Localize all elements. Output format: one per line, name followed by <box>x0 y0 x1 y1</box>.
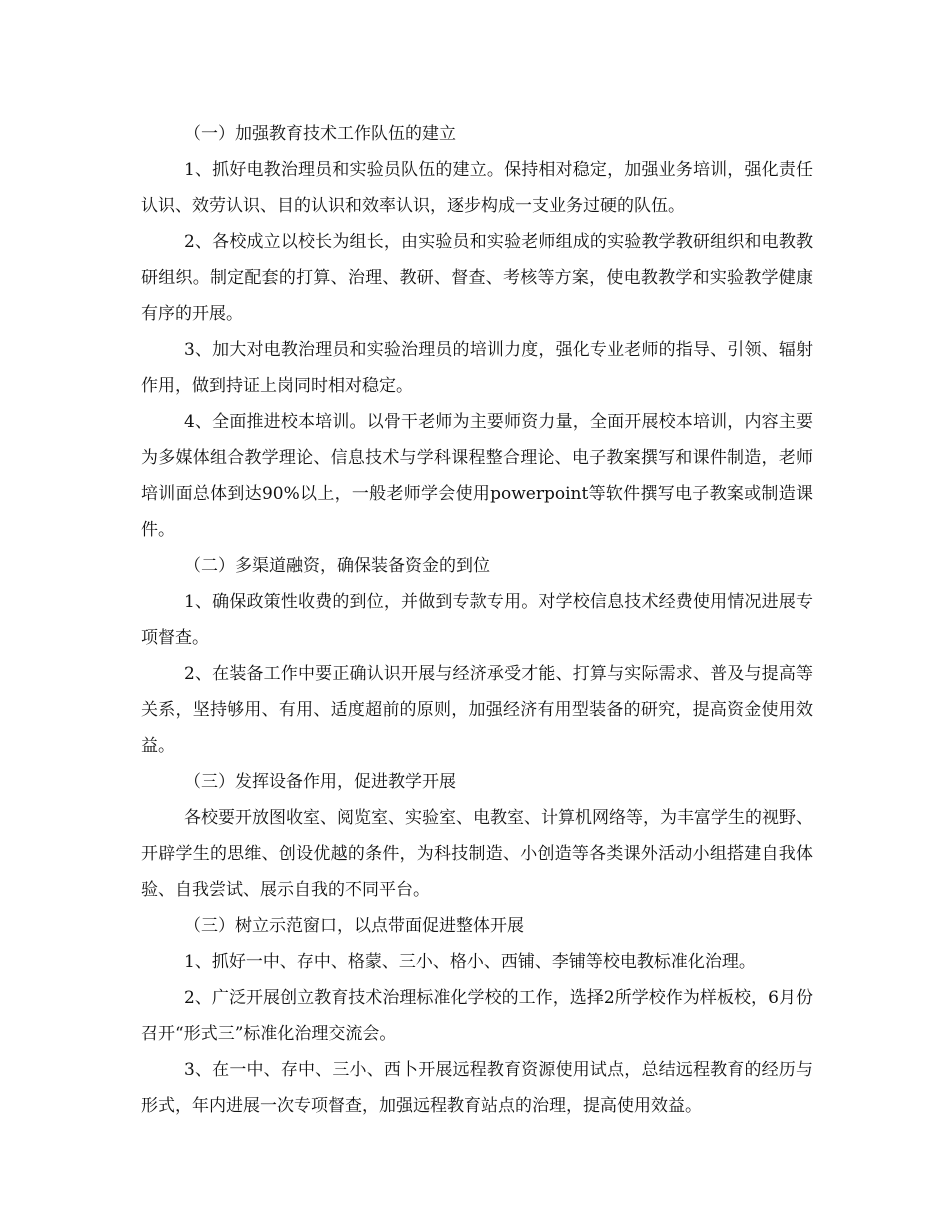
paragraph: 4、全面推进校本培训。以骨干老师为主要师资力量，全面开展校本培训，内容主要为多媒体组合教学理论、信息技术与学科课程整合理论、电子教案撰写和课件制造，老师培训面总体到达90%以上，一般老师学会使用powerpoint等软件撰写电子教案或制造课件。 <box>141 412 813 540</box>
paragraph: 2、在装备工作中要正确认识开展与经济承受才能、打算与实际需求、普及与提高等关系，坚持够用、有用、适度超前的原则，加强经济有用型装备的研究，提高资金使用效益。 <box>141 664 813 756</box>
paragraph: 1、确保政策性收费的到位，并做到专款专用。对学校信息技术经费使用情况进展专项督查。 <box>141 592 813 648</box>
paragraph: 1、抓好电教治理员和实验员队伍的建立。保持相对稳定，加强业务培训，强化责任认识、效劳认识、目的认识和效率认识，逐步构成一支业务过硬的队伍。 <box>141 160 813 216</box>
paragraph: 1、抓好一中、存中、格蒙、三小、格小、西铺、李铺等校电教标准化治理。 <box>184 952 756 972</box>
paragraph: 2、广泛开展创立教育技术治理标准化学校的工作，选择2所学校作为样板校，6月份召开“形式三”标准化治理交流会。 <box>141 988 813 1044</box>
section-heading-2: （二）多渠道融资，确保装备资金的到位 <box>184 556 490 576</box>
document-page <box>141 116 813 1124</box>
section-heading-3: （三）发挥设备作用，促进教学开展 <box>184 772 456 792</box>
paragraph: 3、加大对电教治理员和实验治理员的培训力度，强化专业老师的指导、引领、辐射作用，做到持证上岗同时相对稳定。 <box>141 340 813 396</box>
paragraph: 2、各校成立以校长为组长，由实验员和实验老师组成的实验教学教研组织和电教教研组织。制定配套的打算、治理、教研、督查、考核等方案，使电教教学和实验教学健康有序的开展。 <box>141 232 813 324</box>
section-heading-4: （三）树立示范窗口，以点带面促进整体开展 <box>184 916 524 936</box>
section-heading-1: （一）加强教育技术工作队伍的建立 <box>184 124 456 144</box>
paragraph: 3、在一中、存中、三小、西卜开展远程教育资源使用试点，总结远程教育的经历与形式，年内进展一次专项督查，加强远程教育站点的治理，提高使用效益。 <box>141 1060 813 1116</box>
paragraph: 各校要开放图收室、阅览室、实验室、电教室、计算机网络等，为丰富学生的视野、开辟学生的思维、创设优越的条件，为科技制造、小创造等各类课外活动小组搭建自我体验、自我尝试、展示自我的不同平台。 <box>141 808 813 900</box>
